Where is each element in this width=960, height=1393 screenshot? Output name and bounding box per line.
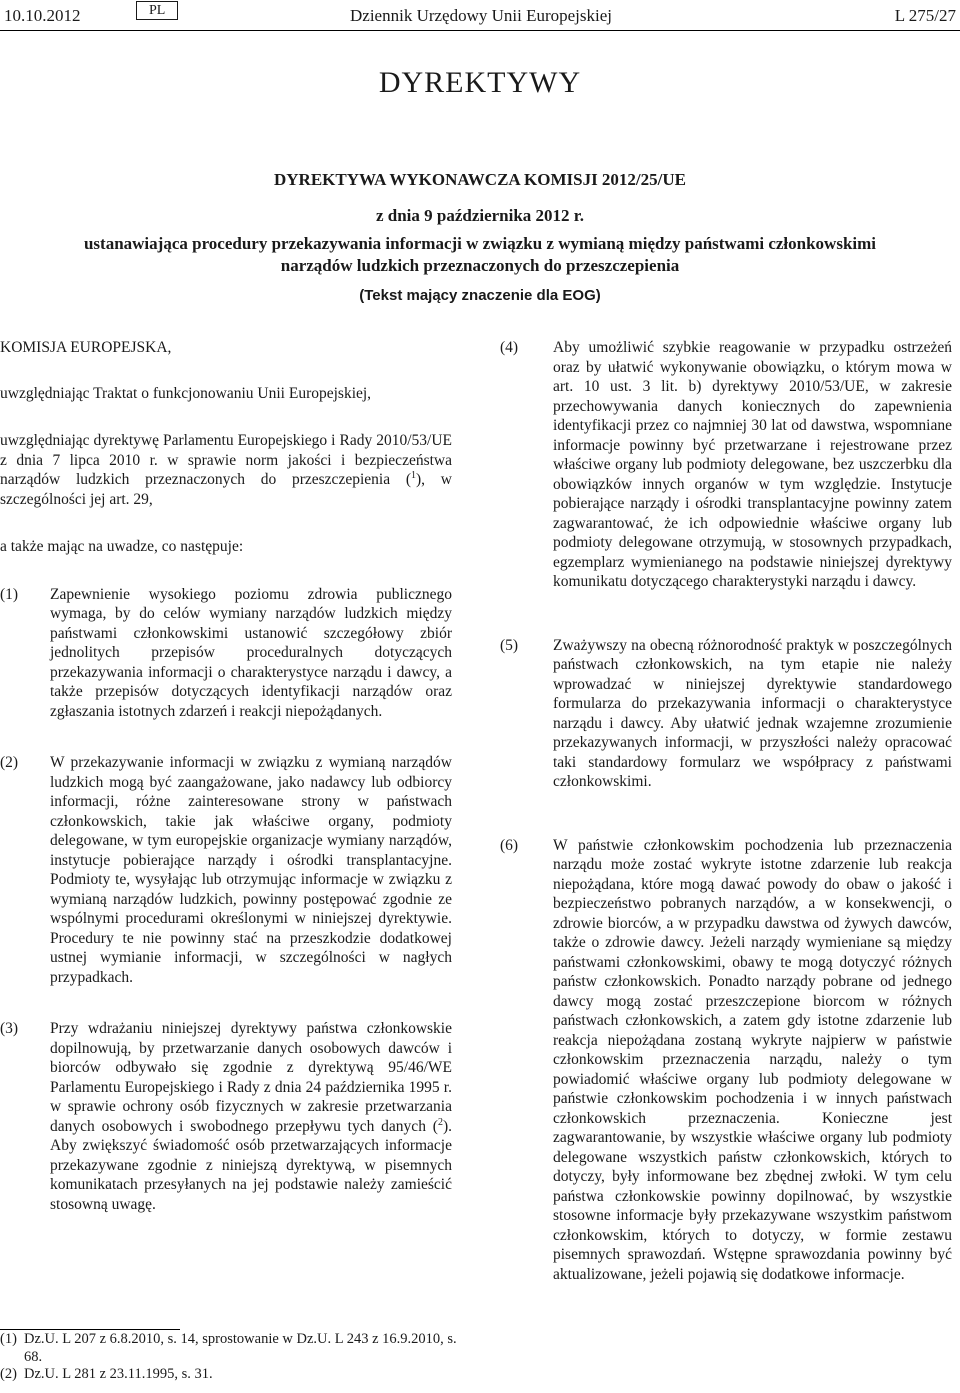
footnote-number: (2) (0, 1366, 17, 1382)
header-divider (0, 30, 960, 31)
document-date: z dnia 9 października 2012 r. (375, 206, 585, 225)
recital-6 (500, 836, 952, 1285)
recital-3 (0, 1019, 452, 1214)
page-reference: L 275/27 (894, 6, 956, 25)
recital-5 (500, 636, 952, 792)
eea-relevance-note: (Tekst mający znaczenie dla EOG) (359, 287, 601, 304)
recital-number: (6) (500, 836, 519, 854)
footnote-ref-1: 1 (411, 469, 416, 481)
recital-1 (0, 585, 452, 722)
recital-text: Przy wdrażaniu niniejszej dyrektywy państwa członkowskie dopilnowują, by przetwarzanie danych osobowych dawców i biorców odbywało się zgodnie z dyrektywą 95/46/WE Parlamentu Europejskiego i Rady z dnia 24 października 1995 r. w sprawie ochrony osób fizycznych w zakresie przetwarzania danych osobowych i swobodnego przepływu tych danych ($^2$). Aby zwiększyć świadomość osób przetwarzających informacje przekazywane zgodnie z niniejszą dyrektywą, w pisemnych komunikatach przesyłanych na jej podstawie należy zamieścić stosowną uwagę. (50, 1020, 452, 1213)
document-title: DYREKTYWA WYKONAWCZA KOMISJI 2012/25/UE (274, 170, 686, 189)
recital-number: (3) (0, 1020, 19, 1037)
preamble-author: KOMISJA EUROPEJSKA, (0, 339, 172, 356)
footnote-1 (0, 1331, 470, 1366)
recital-number: (4) (500, 339, 519, 356)
left-column (0, 338, 452, 1246)
recital-4 (500, 338, 952, 592)
footnote-ref-2: 2 (437, 1116, 443, 1128)
footnotes (0, 1331, 470, 1384)
footnote-divider (0, 1329, 180, 1330)
recital-number: (2) (0, 754, 19, 771)
recital-text: Aby umożliwić szybkie reagowanie w przypadku ostrzeżeń oraz by ułatwić wykonywanie obowiązku, o którym mowa w art. 10 ust. 3 lit. b) dyrektywy 2010/53/UE, w zakresie przechowywania danych koniecznych do zapewnienia identyfikacji przez co najmniej 30 lat od dawstwa, wspomniane informacje powinny być przetwarzane i rejestrowane przez właściwe organy lub podmioty delegowane, bez uszczerbku dla obowiązków innych organów w tym względzie. Instytucje pobierające narządy i ośrodki transplantacyjne powinny zatem zagwarantować, że ich odpowiednie właściwe organy lub podmioty delegowane otrzymują, w stosownych przypadkach, egzemplarz wymienianego na podstawie niniejszej dyrektywy komunikatu dotyczącego charakterystyki narządu i dawcy. (553, 339, 952, 590)
preamble-directive: uwzględniając dyrektywę Parlamentu Europejskiego i Rady 2010/53/UE z dnia 7 lipca 2010 r. w sprawie norm jakości i bezpieczeństwa narządów ludzkich przeznaczonych do przeszczepienia ($^1$), w szczególności jej art. 29, (0, 432, 452, 508)
recital-text: W przekazywanie informacji w związku z wymianą narządów ludzkich mogą być zaangażowane, jako nadawcy lub odbiorcy informacji, różne zainteresowane strony w państwach członkowskich, takie jak właściwe organy, podmioty delegowane, w tym europejskie organizacje wymiany narządów, instytucje pobierające narządy i ośrodki transplantacyjne. Podmioty te, wysyłając lub otrzymując informacje w związku z wymianą narządów ludzkich, powinny postępować zgodnie ze wspólnymi procedurami określonymi w niniejszej dyrektywie. Procedury te nie powinny stać na przeszkodzie dodatkowej ustnej wymianie informacji, w szczególności w nagłych przypadkach. (50, 754, 452, 986)
preamble-treaty: uwzględniając Traktat o funkcjonowaniu Unii Europejskiej, (0, 384, 372, 402)
right-column (500, 338, 952, 1316)
recital-text: W państwie członkowskim pochodzenia lub przeznaczenia narządu może zostać wykryte istotne zdarzenie lub reakcja niepożądana, które mogą dawać powody do obaw o jakość i bezpieczeństwo pobranych narządów, a w konsekwencji, o zdrowie biorców, a w przypadku dawstwa od żywych dawców, także o zdrowie dawcy. Jeżeli narządy wymieniane są między państwami członkowskimi, obawy te mogą dotyczyć różnych państw członkowskich. Ponadto narządy pobrane od jednego dawcy mogą zostać przeszczepione biorcom w różnych państwach członkowskich, a zatem gdy istotne zdarzenie lub reakcja niepożądana zostaną wykryte najpierw w państwie członkowskim przeznaczenia narządu, należy o tym powiadomić właściwe organy lub podmioty delegowane w państwie członkowskim pochodzenia i w innych państwach członkowskich przeznaczenia. Konieczne jest zagwarantowanie, by wszystkie właściwe organy lub podmioty delegowane wszystkich państw członkowskich, których to dotyczy, były informowane bez zbędnej zwłoki. W tym celu państwa członkowskie powinny dopilnować, by wszystkie stosowne informacje były przekazywane wszystkim państwom członkowskim, których to dotyczy, w formie zestawu pisemnych sprawozdań. Wstępne sprawozdania powinny być aktualizowane, jeżeli pojawią się dodatkowe informacje. (553, 836, 952, 1283)
footnote-text: Dz.U. L 207 z 6.8.2010, s. 14, sprostowanie w Dz.U. L 243 z 16.9.2010, s. 68. (24, 1331, 457, 1365)
journal-name: Dziennik Urzędowy Unii Europejskiej (350, 6, 613, 25)
section-title: DYREKTYWY (378, 66, 582, 99)
footnote-2 (0, 1366, 470, 1384)
publication-date: 10.10.2012 (4, 6, 81, 25)
recital-number: (5) (500, 636, 519, 654)
document-subject: ustanawiająca procedury przekazywania informacji w związku z wymianą między państwami członkowskimi narządów ludzkich przeznaczonych do przeszczepienia (83, 234, 877, 275)
language-badge: PL (136, 1, 178, 20)
page-header (4, 0, 956, 30)
preamble-whereas: a także mając na uwadze, co następuje: (0, 538, 244, 555)
footnote-text: Dz.U. L 281 z 23.11.1995, s. 31. (24, 1366, 213, 1382)
recital-text: Zważywszy na obecną różnorodność praktyk w poszczególnych państwach członkowskich, na tym etapie nie należy wprowadzać w niniejszej dyrektywie standardowego formularza do przekazywania informacji o charakterystyce narządu i dawcy. Aby ułatwić jednak wzajemne zrozumienie przekazywanych informacji, w przyszłości należy opracować taki standardowy formularz we współpracy z państwami członkowskimi. (553, 636, 952, 790)
footnote-number: (1) (0, 1331, 17, 1347)
recital-number: (1) (0, 585, 19, 603)
recital-2 (0, 753, 452, 987)
recital-text: Zapewnienie wysokiego poziomu zdrowia publicznego wymaga, by do celów wymiany narządów ludzkich między państwami członkowskimi ustanowić szczegółowy zbiór jednolitych przepisów proceduralnych dotyczących przekazywania informacji o charakterystyce narządu i dawcy, a także przepisów dotyczących identyfikacji narządów oraz zgłaszania istotnych zdarzeń i reakcji niepożądanych. (50, 585, 452, 720)
